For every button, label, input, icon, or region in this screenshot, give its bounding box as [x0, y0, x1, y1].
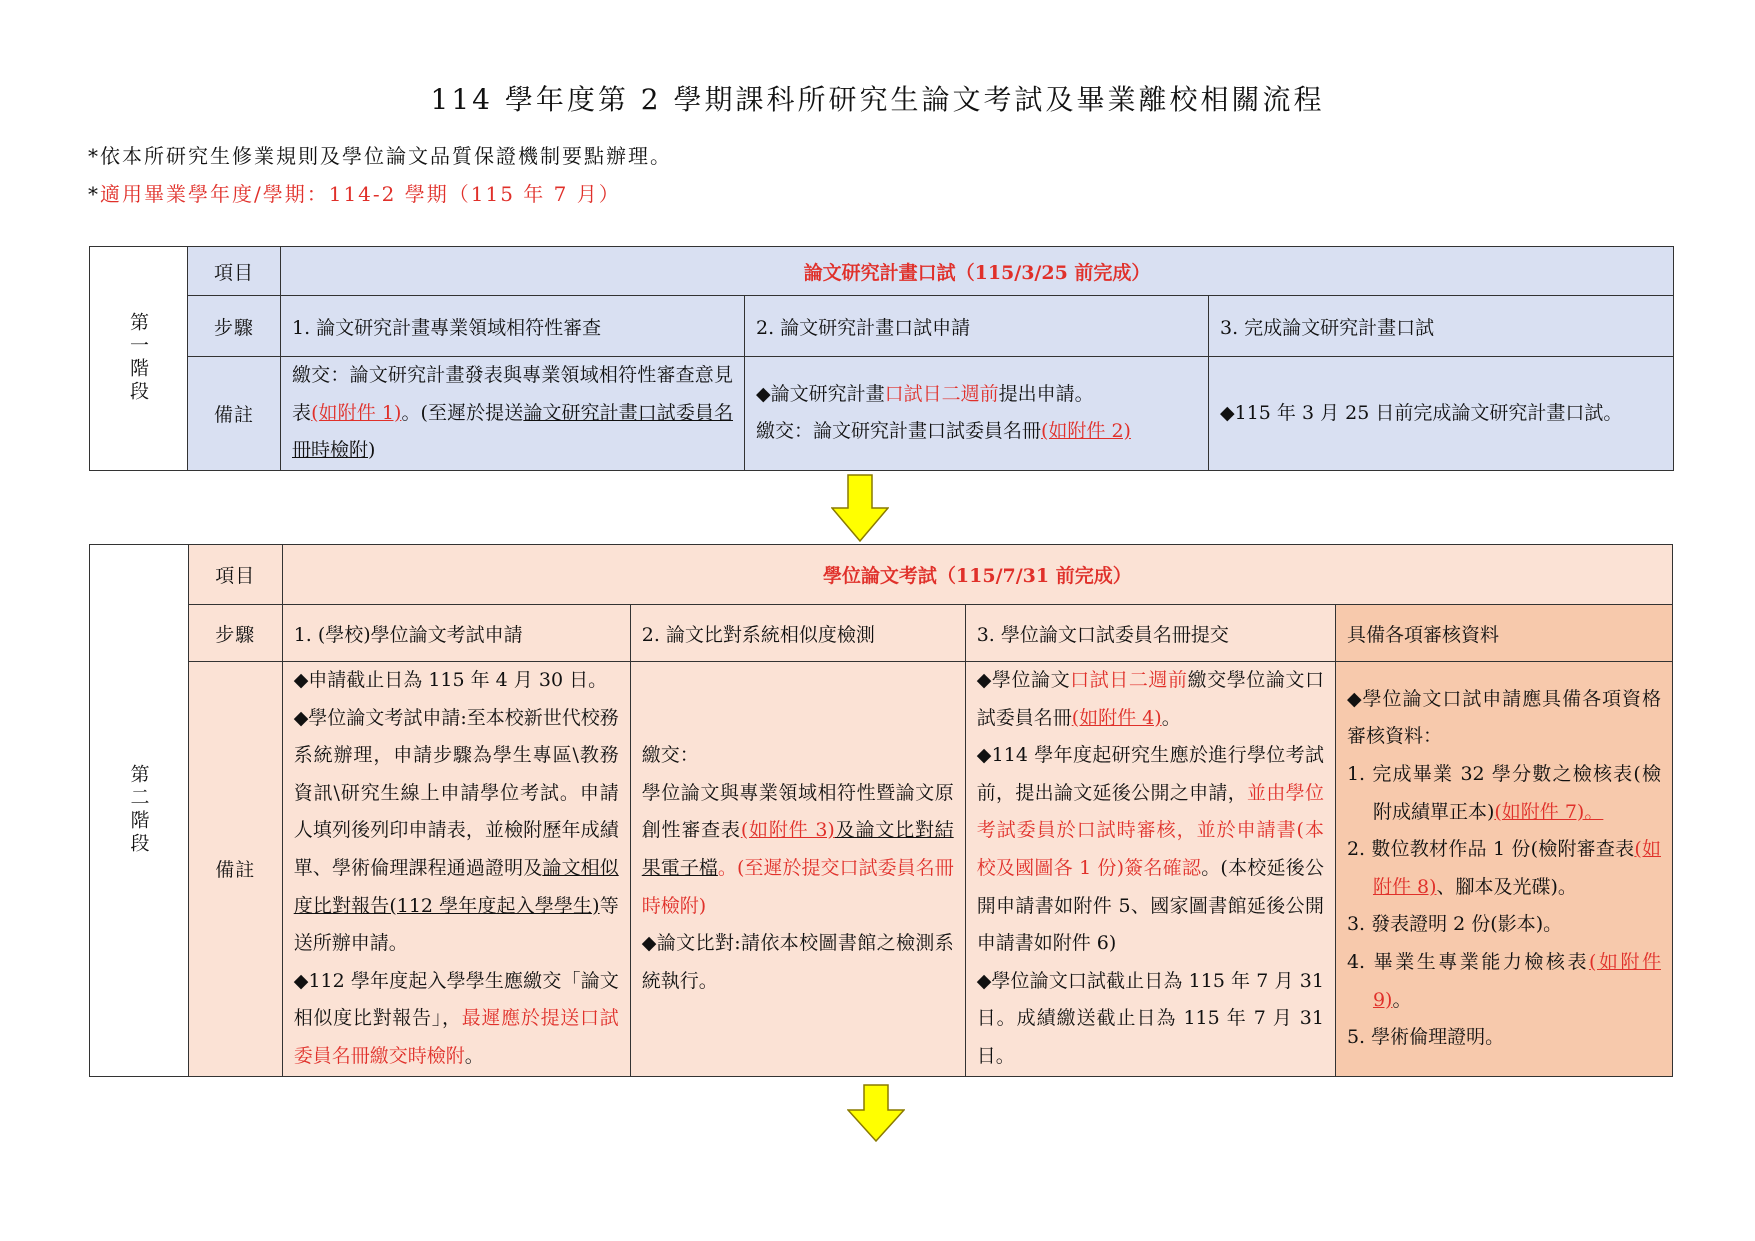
remark-text: ◆學位論文 — [976, 669, 1071, 691]
stage2-remark-label: 備註 — [188, 662, 282, 1077]
stage1-remark-label: 備註 — [188, 357, 281, 471]
remark-text: 4. 畢業生專業能力檢核表 — [1346, 950, 1589, 973]
remark-text: ◆學位論文口試截止日為 115 年 7 月 31 日。成績繳送截止日為 115 年 7 月 31 日。 — [976, 969, 1324, 1067]
attachment-7-link[interactable]: (如附件 7)。 — [1494, 800, 1604, 823]
remark-line — [294, 963, 619, 1076]
down-arrow-icon — [831, 474, 889, 542]
checklist-item-2 — [1347, 831, 1661, 906]
remark-line — [977, 662, 1324, 737]
remark-text: 2. 數位教材作品 1 份(檢附審查表 — [1346, 838, 1635, 861]
remark-text: ◆申請截止日為 115 年 4 月 30 日。 — [293, 669, 608, 691]
stage2-remark-1 — [282, 662, 630, 1077]
stage2-label: 第二階段 — [90, 545, 189, 1077]
remark-text: ◆112 學年度起入學學生應繳交「論文相似度比對報告」， — [293, 969, 619, 1030]
remark-emphasis: 。 — [717, 856, 737, 879]
stage2-table — [89, 544, 1673, 1077]
stage2-heading: 學位論文考試（115/7/31 前完成） — [282, 545, 1672, 605]
note-applicable-term — [88, 178, 621, 207]
attachment-3-link[interactable]: (如附件 3) — [740, 819, 835, 842]
attachment-9-link[interactable]: (如附件 9) — [1372, 950, 1661, 1011]
remark-text: 。 — [1161, 706, 1181, 729]
remark-emphasis: 最遲應於提送口試委員名冊繳交時檢附 — [293, 1007, 619, 1067]
stage2-step-2: 2. 論文比對系統相似度檢測 — [630, 605, 965, 662]
remark-text: ) — [368, 439, 376, 461]
stage2-step-label: 步驟 — [188, 605, 282, 662]
checklist-item-5: 5. 學術倫理證明。 — [1346, 1026, 1505, 1049]
remark-underlined-text: 及論文比對結果電子檔 — [641, 819, 954, 879]
remark-text: 提出申請。 — [998, 382, 1094, 405]
stage1-remark-3: ◆115 年 3 月 25 日前完成論文研究計畫口試。 — [1209, 357, 1674, 471]
remark-emphasis: (至遲於提交口試委員名冊時檢附) — [641, 856, 954, 917]
note-term-text: 適用畢業學年度/學期：114-2 學期（115 年 7 月） — [100, 182, 621, 206]
attachment-8-link[interactable]: (如附件 8) — [1372, 838, 1661, 898]
checklist-item-3: 3. 發表證明 2 份(影本)。 — [1346, 913, 1563, 936]
stage1-step-3: 3. 完成論文研究計畫口試 — [1209, 296, 1674, 357]
page-title: 114 學年度第 2 學期課科所研究生論文考試及畢業離校相關流程 — [430, 83, 1325, 116]
remark-line — [756, 413, 1197, 451]
remark-line — [756, 376, 1197, 414]
remark-text: 繳交：論文研究計畫口試委員名冊 — [756, 420, 1042, 443]
remark-line — [977, 737, 1324, 963]
stage1-table — [89, 246, 1674, 471]
remark-text: ◆學位論文口試申請應具備各項資格審核資料： — [1346, 687, 1661, 748]
note-asterisk: * — [88, 182, 100, 206]
remark-emphasis: 口試日二週前 — [1070, 669, 1188, 691]
attachment-2-link[interactable]: (如附件 2) — [1041, 420, 1131, 443]
note-regulation: *依本所研究生修業規則及學位論文品質保證機制要點辦理。 — [88, 144, 672, 168]
stage1-step-2: 2. 論文研究計畫口試申請 — [745, 296, 1209, 357]
attachment-4-link[interactable]: (如附件 4) — [1071, 706, 1162, 729]
checklist-item-4 — [1347, 944, 1661, 1019]
remark-text: ◆論文比對:請依本校圖書館之檢測系統執行。 — [641, 932, 954, 992]
stage1-step-1: 1. 論文研究計畫專業領域相符性審查 — [281, 296, 745, 357]
remark-text: 繳交學位論文口試委員名冊 — [976, 669, 1324, 729]
stage1-remark-2 — [745, 357, 1209, 471]
remark-text: 。 — [464, 1044, 484, 1067]
stage2-step-1: 1. (學校)學位論文考試申請 — [282, 605, 630, 662]
remark-underlined-text: 論文研究計畫口試委員名冊時檢附 — [292, 401, 733, 461]
stage2-step-3: 3. 學位論文口試委員名冊提交 — [965, 605, 1335, 662]
remark-line — [642, 775, 954, 925]
stage2-remark-2 — [630, 662, 965, 1077]
remark-text: 、腳本及光碟)。 — [1436, 875, 1577, 898]
remark-text: 。(本校延後公開申請書如附件 5、國家圖書館延後公開申請書如附件 6) — [976, 856, 1324, 955]
remark-text: 繳交： — [641, 744, 699, 767]
stage2-step-4: 具備各項審核資料 — [1335, 605, 1672, 662]
remark-text: 繳交：論文研究計畫發表與專業領域相符性審查意見表 — [292, 364, 733, 424]
remark-text: 。 — [1392, 988, 1412, 1011]
checklist-item-1 — [1347, 756, 1661, 831]
remark-underlined-text: 論文相似度比對報告(112 學年度起入學學生) — [293, 856, 619, 917]
remark-text: ◆學位論文考試申請:至本校新世代校務系統辦理，申請步驟為學生專區\教務資訊\研究生線上申請學位考試。申請人填列後列印申請表，並檢附歷年成績單、學術倫理課程通過證明及 — [293, 706, 619, 879]
remark-emphasis: 並由學位考試委員於口試時審核，並於申請書(本校及國圖各 1 份)簽名確認 — [976, 781, 1324, 879]
remark-text: 1. 完成畢業 32 學分數之檢核表(檢附成績單正本) — [1346, 762, 1661, 823]
stage1-step-label: 步驟 — [188, 296, 281, 357]
remark-text: ◆114 學年度起研究生應於進行學位考試前，提出論文延後公開之申請， — [976, 744, 1324, 804]
remark-text: ◆論文研究計畫 — [756, 382, 885, 405]
remark-text: 學位論文與專業領域相符性暨論文原創性審查表 — [641, 781, 954, 842]
stage1-label: 第一階段 — [90, 247, 188, 471]
stage2-remark-4 — [1335, 662, 1672, 1077]
stage2-item-label: 項目 — [188, 545, 282, 605]
stage1-heading: 論文研究計畫口試（115/3/25 前完成） — [281, 247, 1674, 296]
stage1-item-label: 項目 — [188, 247, 281, 296]
remark-emphasis: 口試日二週前 — [884, 382, 999, 405]
stage1-remark-1 — [281, 357, 745, 471]
attachment-1-link[interactable]: (如附件 1) — [311, 401, 402, 424]
remark-text: 等送所辦申請。 — [293, 894, 619, 955]
down-arrow-icon — [847, 1084, 905, 1142]
stage2-remark-3 — [965, 662, 1335, 1077]
remark-text: 。(至遲於提送 — [401, 401, 524, 424]
remark-line — [294, 700, 619, 963]
